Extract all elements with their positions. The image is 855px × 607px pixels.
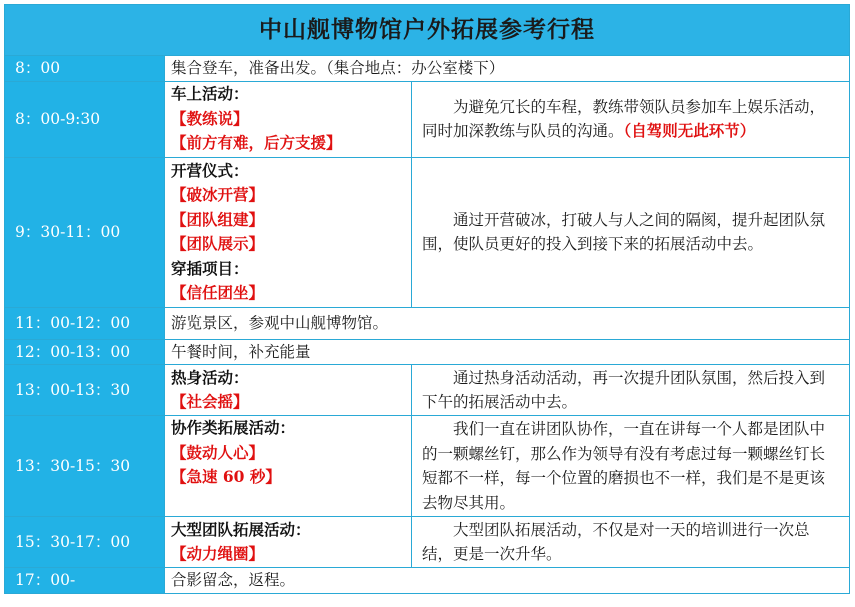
activity-label: 大型团队拓展活动：: [171, 519, 311, 539]
table-row: [5, 339, 850, 365]
activity-label: 协作类拓展活动：: [171, 418, 296, 437]
description-text: 大型团队拓展活动，不仅是对一天的培训进行一次总结，更是一次升华。: [422, 520, 810, 563]
activity-item: 【团队组建】: [171, 209, 265, 229]
itinerary-table: [4, 4, 850, 594]
self-drive-note: （自驾则无此环节）: [623, 121, 756, 140]
table-row: [5, 517, 850, 568]
time-cell: 11：00-12：00: [5, 307, 165, 339]
activity-item: 【信任团坐】: [171, 283, 265, 302]
activity-cell: [165, 157, 412, 307]
table-row: [5, 568, 850, 594]
activity-label: 开营仪式：: [171, 160, 249, 180]
description-text: 通过热身活动活动，再一次提升团队氛围，然后投入到下午的拓展活动中去。: [422, 368, 826, 411]
activity-cell: [165, 365, 412, 416]
activity-item: 【社会摇】: [171, 392, 249, 411]
activity-cell: 午餐时间，补充能量: [165, 339, 850, 365]
description-text: [422, 95, 839, 144]
activity-cell: [165, 416, 412, 517]
time-cell: 15：30-17：00: [5, 517, 165, 568]
time-cell: 17：00-: [5, 568, 165, 594]
description-cell: [412, 81, 850, 157]
description-cell: [412, 365, 850, 416]
description-text: 通过开营破冰，打破人与人之间的隔阂，提升起团队氛围，使队员更好的投入到接下来的拓展活动中去。: [422, 210, 826, 253]
table-row: [5, 365, 850, 416]
description-body: 为避免冗长的车程，教练带领队员参加车上娱乐活动，同时加深教练与队员的沟通。: [422, 97, 826, 140]
table-row: [5, 56, 850, 82]
description-cell: [412, 416, 850, 517]
table-row: [5, 81, 850, 157]
activity-item: 【团队展示】: [171, 234, 265, 253]
time-cell: 12：00-13：00: [5, 339, 165, 365]
activity-label: 车上活动：: [171, 84, 249, 104]
time-cell: 13：00-13：30: [5, 365, 165, 416]
time-cell: 8：00: [5, 56, 165, 82]
activity-cell: 集合登车，准备出发。（集合地点：办公室楼下）: [165, 56, 850, 82]
activity-item: 【鼓动人心】: [171, 442, 265, 462]
activity-label: 热身活动：: [171, 367, 249, 387]
activity-cell: 合影留念，返程。: [165, 568, 850, 594]
description-text: 我们一直在讲团队协作，一直在讲每一个人都是团队中的一颗螺丝钉，那么作为领导有没有考虑过每一颗螺丝钉长短都不一样，每一个位置的磨损也不一样，我们是不是更该去物尽其用。: [422, 420, 826, 512]
description-cell: [412, 517, 850, 568]
page-title: 中山舰博物馆户外拓展参考行程: [5, 5, 850, 56]
table-row: [5, 307, 850, 339]
activity-cell: 游览景区，参观中山舰博物馆。: [165, 307, 850, 339]
table-row: [5, 416, 850, 517]
activity-item: 【破冰开营】: [171, 185, 265, 204]
activity-item: 【教练说】: [171, 108, 249, 128]
activity-cell: [165, 517, 412, 568]
table-row: [5, 157, 850, 307]
activity-cell: [165, 81, 412, 157]
activity-label: 穿插项目：: [171, 258, 249, 278]
time-cell: 8：00-9:30: [5, 81, 165, 157]
activity-item: 【急速 60 秒】: [171, 467, 281, 486]
description-cell: [412, 157, 850, 307]
title-row: [5, 5, 850, 56]
activity-item: 【前方有难，后方支援】: [171, 133, 342, 153]
activity-item: 【动力绳圈】: [171, 544, 265, 563]
time-cell: 13：30-15：30: [5, 416, 165, 517]
time-cell: 9：30-11：00: [5, 157, 165, 307]
